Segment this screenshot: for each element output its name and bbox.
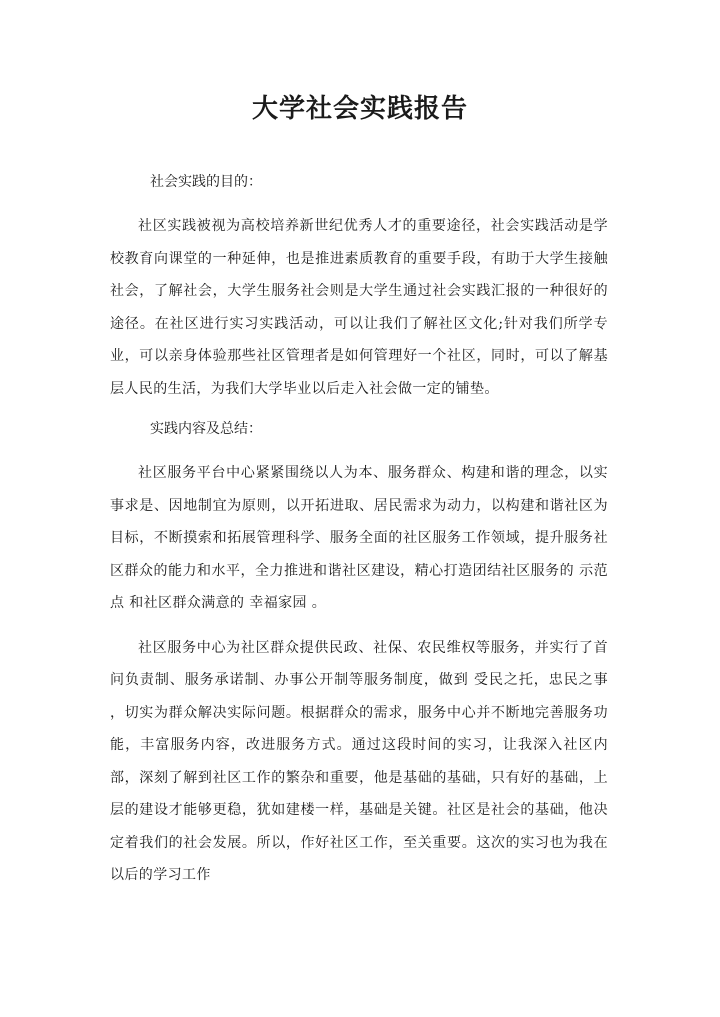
section-heading-content-summary: 实践内容及总结： — [150, 421, 262, 437]
paragraph-service-platform: 社区服务平台中心紧紧围绕以人为本、服务群众、构建和谐的理念，以实事求是、因地制宜为原则，以开拓进取、居民需求为动力，以构建和谐社区为目标，不断摸索和拓展管理科学、服务全面的社区服务工作领域，提升服务社区群众的能力和水平，全力推进和谐社区建设，精心打造团结社区服务的 示范点 和社区群众满意的 幸福家园 。 — [110, 465, 608, 611]
paragraph-purpose: 社区实践被视为高校培养新世纪优秀人才的重要途径，社会实践活动是学校教育向课堂的一种延伸，也是推进素质教育的重要手段，有助于大学生接触社会，了解社会，大学生服务社会则是大学生通过社会实践汇报的一种很好的途径。在社区进行实习实践活动，可以让我们了解社区文化;针对我们所学专业，可以亲身体验那些社区管理者是如何管理好一个社区，同时，可以了解基层人民的生活，为我们大学毕业以后走入社会做一定的铺垫。 — [110, 218, 608, 397]
document-title: 大学社会实践报告 — [251, 94, 468, 124]
document-body — [110, 170, 608, 904]
section-heading-purpose: 社会实践的目的： — [150, 174, 262, 190]
paragraph-service-center: 社区服务中心为社区群众提供民政、社保、农民维权等服务，并实行了首问负责制、服务承诺制、办事公开制等服务制度，做到 受民之托，忠民之事 ，切实为群众解决实际问题。根据群众的需求，服务中心并不断地完善服务功能，丰富服务内容，改进服务方式。通过这段时间的实习，让我深入社区内部，深刻了解到社区工作的繁杂和重要，他是基础的基础，只有好的基础，上层的建设才能够更稳，犹如建楼一样，基础是关键。社区是社会的基础，他决定着我们的社会发展。所以，作好社区工作，至关重要。这次的实习也为我在以后的学习工作 — [110, 639, 608, 883]
